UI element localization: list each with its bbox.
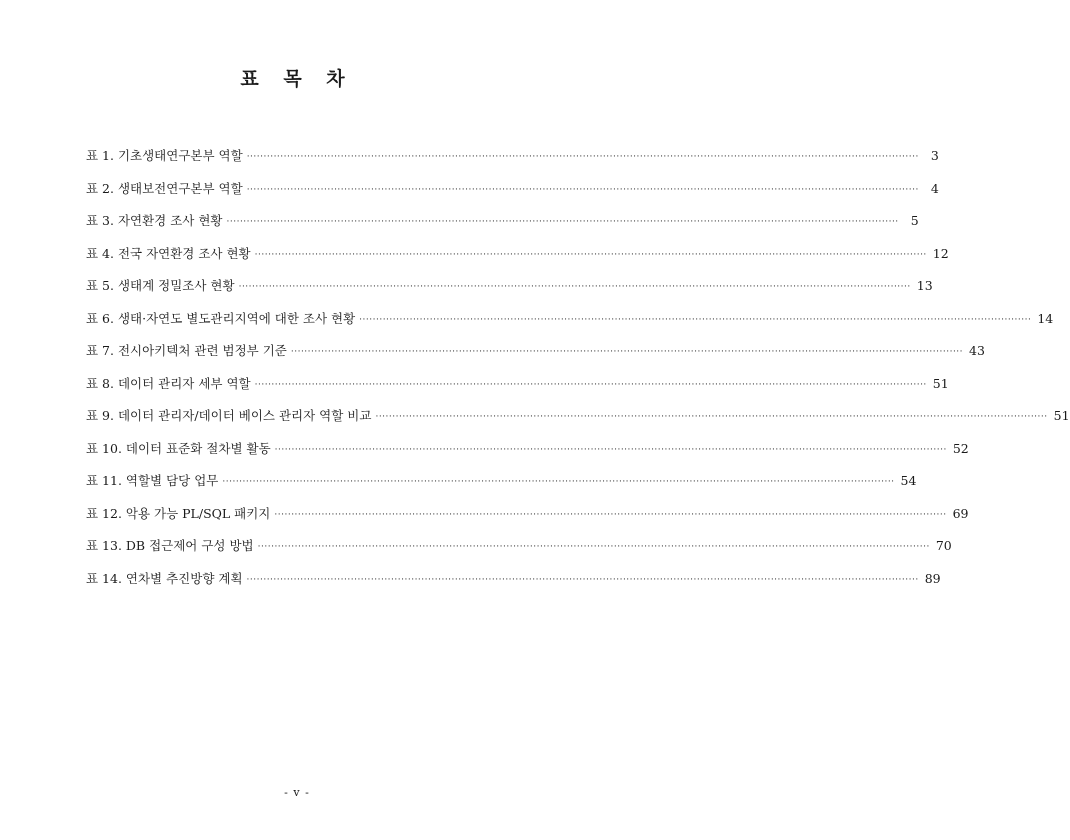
entry-label: 표 14. 연차별 추진방향 계획 [86, 570, 243, 586]
toc-entry[interactable] [86, 179, 939, 212]
entry-page-number: 52 [952, 440, 969, 456]
entry-label: 표 2. 생태보전연구본부 역할 [86, 180, 243, 196]
dot-leader: ········································································································································································································ [222, 477, 895, 487]
entry-label: 표 12. 악용 가능 PL/SQL 패키지 [86, 505, 271, 521]
page-title: 표 목 차 [240, 68, 354, 90]
entry-label: 표 9. 데이터 관리자/데이터 베이스 관리자 역할 비교 [86, 408, 372, 423]
dot-leader: ········································································································································································································ [375, 412, 1048, 422]
entry-page-number: 4 [930, 180, 939, 196]
entry-label: 표 1. 기초생태연구본부 역할 [86, 148, 243, 163]
entry-label: 표 10. 데이터 표준화 절차별 활동 [86, 440, 271, 456]
entry-page-number: 89 [924, 570, 941, 586]
entry-page-number: 69 [952, 505, 969, 521]
toc-entry[interactable] [86, 374, 949, 407]
page-number-footer: - v - [284, 786, 310, 799]
entry-label: 표 3. 자연환경 조사 현황 [86, 213, 223, 228]
entry-label: 표 5. 생태계 정밀조사 현황 [86, 278, 235, 293]
dot-leader: ········································································································································································································ [238, 282, 911, 292]
entry-page-number: 14 [1037, 310, 1054, 326]
entry-page-number: 43 [969, 343, 985, 358]
toc-entry[interactable] [86, 471, 917, 504]
toc-entry[interactable] [86, 536, 952, 569]
toc-entry[interactable] [86, 406, 1070, 439]
dot-leader: ········································································································································································································ [246, 574, 919, 585]
entry-label: 표 6. 생태·자연도 별도관리지역에 대한 조사 현황 [86, 310, 356, 326]
table-of-contents [86, 146, 1070, 601]
dot-leader: ········································································································································································································ [274, 509, 947, 520]
toc-entry[interactable] [86, 146, 939, 179]
dot-leader: ········································································································································································································ [359, 314, 1032, 325]
dot-leader: ········································································································································································································ [246, 184, 919, 195]
entry-page-number: 13 [916, 278, 933, 293]
dot-leader: ········································································································································································································ [226, 217, 899, 227]
toc-entry[interactable] [86, 341, 985, 374]
toc-entry[interactable] [86, 211, 919, 244]
dot-leader: ········································································································································································································ [257, 542, 930, 552]
toc-entry[interactable] [86, 244, 949, 277]
entry-page-number: 51 [1053, 408, 1070, 423]
toc-entry[interactable] [86, 439, 969, 472]
dot-leader: ········································································································································································································ [290, 347, 964, 357]
entry-label: 표 4. 전국 자연환경 조사 현황 [86, 245, 251, 261]
entry-page-number: 54 [900, 473, 917, 488]
entry-label: 표 7. 전시아키텍처 관련 범정부 기준 [86, 343, 287, 358]
toc-entry[interactable] [86, 309, 1054, 342]
entry-page-number: 5 [910, 213, 919, 228]
dot-leader: ········································································································································································································ [274, 444, 947, 455]
toc-entry[interactable] [86, 276, 933, 309]
entry-page-number: 12 [932, 245, 949, 261]
dot-leader: ········································································································································································································ [254, 379, 927, 390]
toc-entry[interactable] [86, 504, 969, 537]
entry-label: 표 11. 역할별 담당 업무 [86, 473, 219, 488]
entry-page-number: 51 [932, 375, 949, 391]
entry-label: 표 13. DB 접근제어 구성 방법 [86, 538, 254, 553]
toc-entry[interactable] [86, 569, 941, 602]
entry-label: 표 8. 데이터 관리자 세부 역할 [86, 375, 251, 391]
entry-page-number: 70 [935, 538, 952, 553]
dot-leader: ········································································································································································································ [246, 152, 919, 162]
dot-leader: ········································································································································································································ [254, 249, 927, 260]
entry-page-number: 3 [930, 148, 939, 163]
